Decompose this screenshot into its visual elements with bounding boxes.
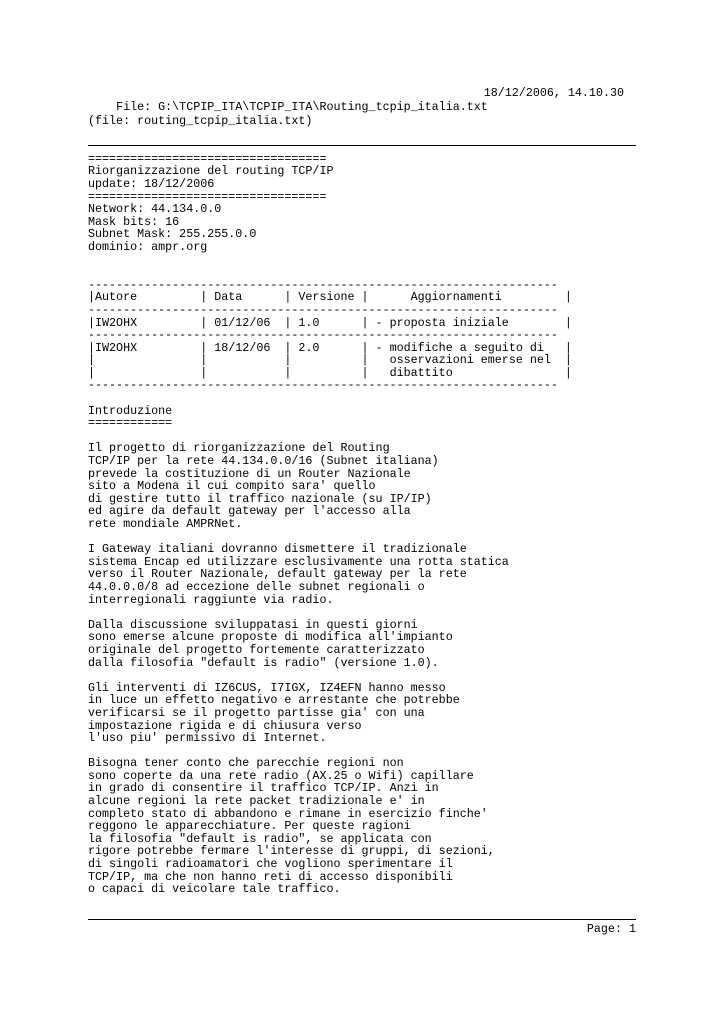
page-number: Page: 1 (586, 922, 636, 936)
text-line: di gestire tutto il traffico nazionale (su IP/IP) (88, 491, 432, 506)
text-line: Riorganizzazione del routing TCP/IP (88, 164, 334, 179)
text-line: ================================== (88, 151, 327, 166)
text-line: verificarsi se il progetto partisse gia' con una (88, 705, 425, 720)
text-line: completo stato di abbandono e rimane in esercizio finche' (88, 806, 488, 821)
text-line: update: 18/12/2006 (88, 176, 215, 191)
text-line: Il progetto di riorganizzazione del Routing (88, 441, 390, 456)
text-line: | | | | osservazioni emerse nel | (88, 353, 572, 368)
text-line: in luce un effetto negativo e arrestante che potrebbe (88, 693, 460, 708)
text-line: reggono le apparecchiature. Per queste ragioni (88, 819, 411, 834)
text-line: ------------------------------------------------------------------- (88, 378, 558, 393)
text-line: Subnet Mask: 255.255.0.0 (88, 227, 257, 242)
text-line: rete mondiale AMPRNet. (88, 517, 243, 531)
text-line: dalla filosofia "default is radio" (versione 1.0). (88, 655, 439, 670)
file-path: File: G:\TCPIP_ITA\TCPIP_ITA\Routing_tcpip_italia.txt (116, 100, 488, 114)
text-line: (file: routing_tcpip_italia.txt) (88, 114, 313, 128)
text-line: sito a Modena il cui compito sara' quello (88, 479, 376, 494)
text-line: 44.0.0.0/8 ad eccezione delle subnet regionali o (88, 579, 425, 594)
text-line: sono coperte da una rete radio (AX.25 o Wifi) capillare (88, 768, 474, 783)
text-line: dominio: ampr.org (88, 239, 208, 254)
text-line (88, 669, 636, 682)
text-line (88, 392, 636, 405)
text-line: TCP/IP per la rete 44.134.0.0/16 (Subnet italiana) (88, 454, 439, 469)
text-line: Mask bits: 16 (88, 214, 180, 229)
text-line: sistema Encap ed utilizzare esclusivamente una rotta statica (88, 554, 509, 569)
text-line: |IW2OHX | 18/12/06 | 2.0 | - modifiche a seguito di | (88, 340, 572, 355)
text-line: o capaci di veicolare tale traffico. (88, 882, 341, 897)
text-line: Bisogna tener conto che parecchie regioni non (88, 756, 404, 771)
text-line: in grado di consentire il traffico TCP/IP. Anzi in (88, 781, 439, 796)
text-line: verso il Router Nazionale, default gateway per la rete (88, 567, 467, 582)
text-line: ============ (88, 416, 173, 431)
text-line: prevede la costituzione di un Router Nazionale (88, 466, 411, 481)
text-line: Network: 44.134.0.0 (88, 202, 222, 217)
text-line: ------------------------------------------------------------------- (88, 277, 558, 292)
text-line: Dalla discussione sviluppatasi in questi giorni (88, 617, 418, 632)
text-line (88, 128, 636, 141)
text-line: ------------------------------------------------------------------- (88, 328, 558, 343)
text-line (88, 266, 636, 279)
text-line: |Autore | Data | Versione | Aggiornamenti | (88, 290, 572, 305)
text-line: Gli interventi di IZ6CUS, I7IGX, IZ4EFN hanno messo (88, 680, 446, 695)
text-line: originale del progetto fortemente caratterizzato (88, 642, 425, 657)
header-date-time: 18/12/2006, 14.10.30 (483, 86, 624, 100)
text-line: ================================== (88, 189, 327, 204)
text-line: interregionali raggiunte via radio. (88, 592, 334, 607)
document-body (88, 115, 636, 896)
text-line: sono emerse alcune proposte di modifica all'impianto (88, 630, 453, 645)
text-line: alcune regioni la rete packet tradizionale e' in (88, 794, 425, 809)
text-line: Introduzione (88, 403, 173, 418)
text-line: ed agire da default gateway per l'accesso alla (88, 504, 411, 519)
text-line: di singoli radioamatori che vogliono sperimentare il (88, 857, 453, 872)
text-line (88, 606, 636, 619)
text-line: |IW2OHX | 01/12/06 | 1.0 | - proposta iniziale | (88, 315, 572, 330)
text-line: l'uso piu' permissivo di Internet. (88, 731, 327, 746)
text-line (88, 254, 636, 267)
text-line: la filosofia "default is radio", se applicata con (88, 831, 432, 846)
text-line: TCP/IP, ma che non hanno reti di accesso disponibili (88, 869, 453, 884)
text-line: ------------------------------------------------------------------- (88, 302, 558, 317)
text-line (88, 140, 636, 153)
text-line: | | | | dibattito | (88, 365, 572, 380)
text-line: rigore potrebbe fermare l'interesse di gruppi, di sezioni, (88, 844, 495, 859)
text-line: impostazione rigida e di chiusura verso (88, 718, 362, 733)
footer-rule (88, 919, 636, 920)
text-line: I Gateway italiani dovranno dismettere il tradizionale (88, 542, 467, 557)
